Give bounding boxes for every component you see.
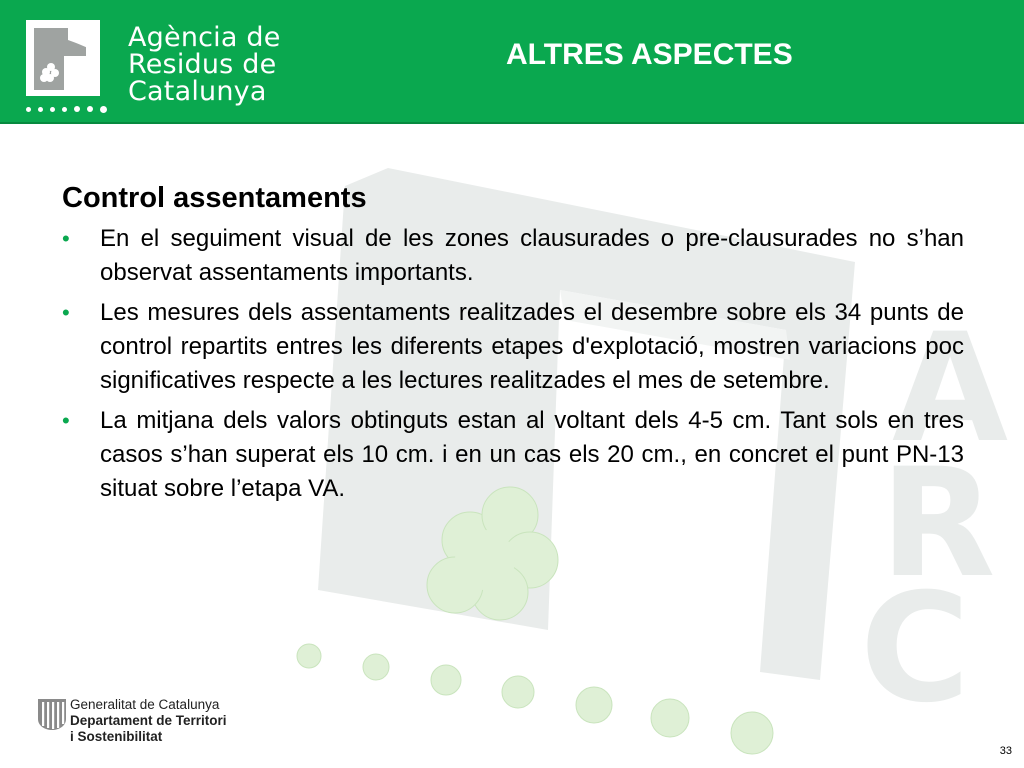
arc-logo-icon — [26, 20, 100, 96]
watermark-letter-c: C — [860, 562, 971, 736]
agency-name-line-1: Agència de — [128, 22, 281, 53]
footer-org-line-2: Departament de Territori — [70, 713, 227, 728]
watermark-letter-a: A — [892, 302, 1009, 476]
logo-dots — [26, 104, 107, 114]
section-heading: Control assentaments — [62, 182, 367, 214]
main-content — [62, 180, 964, 512]
agency-name-line-3: Catalunya — [128, 76, 267, 107]
footer-org-line-1: Generalitat de Catalunya — [70, 697, 220, 712]
footer-organization — [70, 697, 227, 745]
page-number: 33 — [999, 745, 1012, 757]
bullet-list — [62, 222, 964, 506]
slide-title: ALTRES ASPECTES — [506, 38, 793, 71]
generalitat-emblem-icon — [36, 697, 68, 731]
bullet-item: • Les mesures dels assentaments realitzades el desembre sobre els 34 punts de control repartits entres les diferents etapes d'explotació, mostren variacions poc significatives respecte a les lectures realitzades el mes de setembre. — [62, 296, 964, 398]
agency-name — [128, 24, 281, 105]
header-bar — [0, 0, 1024, 124]
footer-org-line-3: i Sostenibilitat — [70, 729, 163, 744]
agency-name-line-2: Residus de — [128, 49, 277, 80]
bullet-item: • La mitjana dels valors obtinguts estan al voltant dels 4-5 cm. Tant sols en tres casos s’han superat els 10 cm. i en un cas els 20 cm., en concret el punt PN-13 situat sobre l’etapa VA. — [62, 404, 964, 506]
watermark-letter-r: R — [880, 437, 996, 611]
bullet-item: • En el seguiment visual de les zones clausurades o pre-clausurades no s’han observat assentaments importants. — [62, 222, 964, 290]
